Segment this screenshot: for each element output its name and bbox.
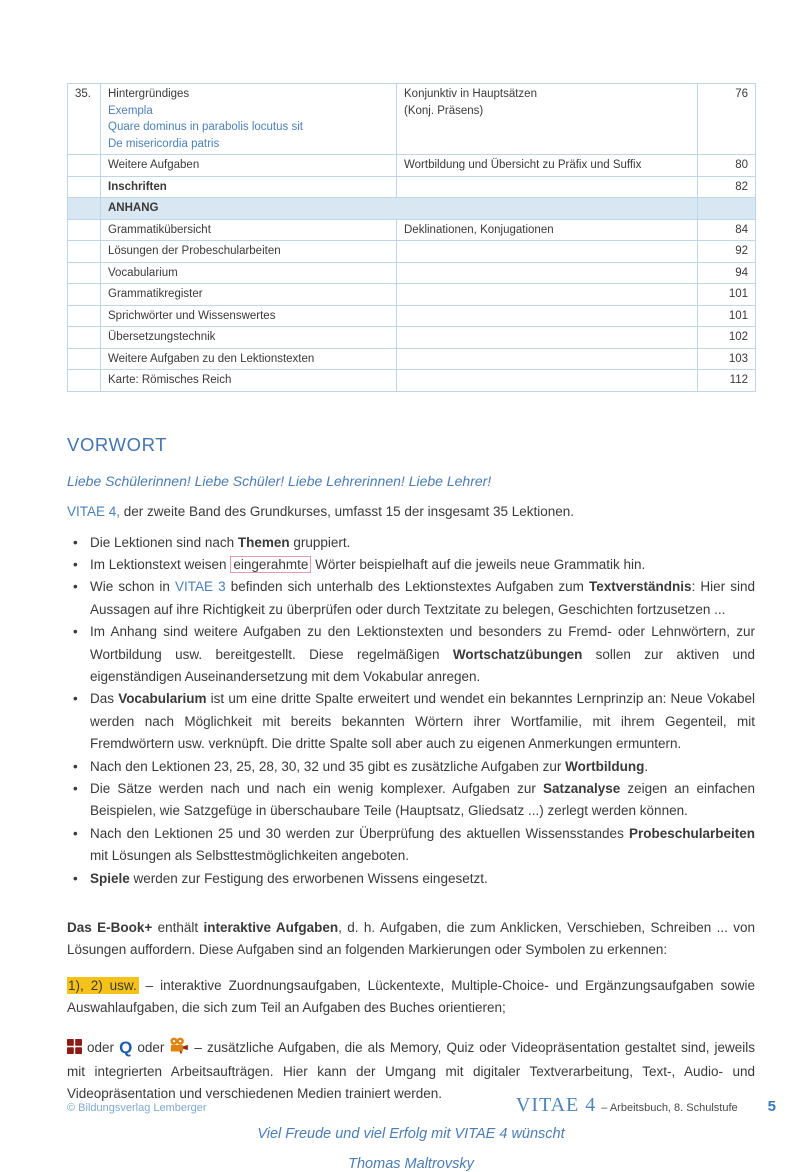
text: befinden sich unterhalb des Lektionstextes Aufgaben zum (225, 579, 590, 595)
text: oder (82, 1039, 120, 1055)
list-item (67, 756, 755, 778)
toc-cell-page: 103 (698, 348, 756, 370)
text: werden zur Festigung des erworbenen Wissens eingesetzt. (129, 870, 488, 886)
framed-word: eingerahmte (230, 556, 311, 573)
memory-grid-icon (67, 1039, 82, 1061)
toc-cell-number (68, 155, 101, 177)
intro-paragraph (67, 504, 755, 519)
book-brand: VITAE 4 (515, 1094, 597, 1116)
greeting-line: Liebe Schülerinnen! Liebe Schüler! Liebe Lehrerinnen! Liebe Lehrer! (67, 472, 492, 489)
brand-reference: VITAE 3 (175, 579, 226, 595)
text: mit Lösungen als Selbsttestmöglichkeiten angeboten. (90, 848, 409, 864)
text: Nach den Lektionen 25 und 30 werden zur Überprüfung des aktuellen Wissensstandes (90, 825, 629, 841)
text: . (644, 758, 649, 774)
toc-cell-page (698, 198, 756, 220)
toc-row (68, 348, 756, 370)
footer-right (516, 1094, 776, 1117)
list-item (67, 621, 755, 688)
toc-cell-page: 76 (698, 84, 756, 155)
toc-cell-title: Weitere Aufgaben (101, 155, 397, 177)
toc-cell-page: 102 (698, 327, 756, 349)
toc-cell-grammar (397, 176, 698, 198)
toc-row (68, 370, 756, 392)
toc-cell-grammar (397, 262, 698, 284)
toc-row-anhang-header (68, 198, 756, 220)
anhang-heading: ANHANG (101, 198, 698, 220)
toc-cell-title: Grammatikübersicht (101, 219, 397, 241)
toc-cell-grammar (397, 348, 698, 370)
lesson-title: Hintergründiges (108, 88, 190, 100)
toc-cell-number (68, 327, 101, 349)
toc-row (68, 155, 756, 177)
closing-wish: Viel Freude und viel Erfolg mit VITAE 4 wünscht (257, 1125, 565, 1142)
text: ist um eine dritte Spalte erweitert und wendet ein bekanntes Lernprinzip an: Neue Vokabel werden nach Möglichkeit mit bereits bekannten Wörtern ihrer Wortfamilie, mit ihrem Gegenteil, mit Fremdwörtern usw. verknüpft. Die dritte Spalte soll aber auch zu eigenen Anmerkungen ermuntern. (90, 691, 755, 752)
toc-row-lesson-35 (68, 84, 756, 155)
keyword: Wortschatzübungen (452, 646, 583, 662)
keyword: Wortbildung (565, 758, 645, 774)
toc-cell-grammar (397, 241, 698, 263)
brand-reference: VITAE 4, (67, 503, 121, 519)
keyword: Probeschularbeiten (628, 825, 755, 841)
toc-cell-grammar (397, 305, 698, 327)
grammar-topic: (Konj. Präsens) (404, 104, 484, 117)
toc-cell-grammar (397, 84, 698, 155)
toc-cell-page: 101 (698, 284, 756, 306)
toc-cell-page: 82 (698, 176, 756, 198)
toc-row (68, 327, 756, 349)
text: Nach den Lektionen 23, 25, 28, 30, 32 und 35 gibt es zusätzliche Aufgaben zur (90, 758, 566, 774)
text: Im Anhang sind weitere Aufgaben zu den Lektionstexten und besonders zu Fremd- oder Lehnwörtern, zur Wortbildung usw. bereitgestellt. Diese regelmäßigen (90, 624, 755, 662)
text: – zusätzliche Aufgaben, die als Memory, Quiz oder Videopräsentation gestaltet sind, jeweils mit integrierten Arbeitsaufträgen. Hier kann der Umgang mit digitaler Textverarbeitung, Text-, Audio- und Videopräsentation und verschiedenen Medien trainiert werden. (67, 1039, 755, 1102)
text: – interaktive Zuordnungsaufgaben, Lückentexte, Multiple-Choice- und Ergänzungsaufgaben sowie Auswahlaufgaben, die sich zum Teil an Aufgaben des Buches orientieren; (67, 977, 756, 1016)
toc-cell-title: Vocabularium (101, 262, 397, 284)
toc-cell-number: 35. (68, 84, 101, 155)
toc-row (68, 305, 756, 327)
toc-row (68, 284, 756, 306)
author-name: Thomas Maltrovsky (348, 1155, 474, 1172)
text: Das (90, 691, 119, 707)
feature-list (67, 532, 755, 891)
list-item (67, 778, 755, 823)
text: Die Lektionen sind nach (90, 534, 238, 550)
lesson-text-title: De misericordia patris (108, 137, 220, 150)
toc-cell-grammar: Deklinationen, Konjugationen (397, 219, 698, 241)
toc-cell-title: Grammatikregister (101, 284, 397, 306)
toc-cell-grammar (397, 370, 698, 392)
copyright-text: © Bildungsverlag Lemberger (67, 1102, 207, 1114)
list-item (67, 688, 755, 755)
toc-cell-grammar (397, 327, 698, 349)
keyword: Spiele (90, 870, 130, 886)
toc-cell-number (68, 176, 101, 198)
toc-cell-number (68, 284, 101, 306)
toc-cell-title: Sprichwörter und Wissenswertes (101, 305, 397, 327)
marker-paragraph (67, 975, 755, 1020)
toc-cell-page: 84 (698, 219, 756, 241)
toc-cell-number (68, 348, 101, 370)
text: Wie schon in (90, 579, 176, 595)
keyword: Textverständnis (589, 579, 692, 595)
toc-cell-number (68, 370, 101, 392)
toc-table (67, 83, 756, 392)
page-footer (67, 1094, 776, 1117)
keyword: Das E-Book+ (67, 920, 153, 935)
toc-cell-grammar (397, 284, 698, 306)
section-title-vorwort: VORWORT (67, 433, 168, 455)
keyword: Vocabularium (118, 691, 207, 707)
toc-cell-number (68, 305, 101, 327)
toc-cell-title (101, 84, 397, 155)
text: Die Sätze werden nach und nach ein wenig komplexer. Aufgaben zur (90, 780, 543, 796)
text: Im Lektionstext weisen (90, 556, 231, 572)
text: sollen zur aktiven und eigenständigen Auseinandersetzung mit dem Vokabular anregen. (90, 646, 755, 684)
toc-cell-page: 101 (698, 305, 756, 327)
toc-cell-page: 80 (698, 155, 756, 177)
toc-cell-title: Übersetzungstechnik (101, 327, 397, 349)
highlighted-marker: 1), 2) usw. (68, 977, 137, 993)
toc-row (68, 241, 756, 263)
toc-row (68, 219, 756, 241)
page-number: 5 (767, 1098, 776, 1115)
text: oder (132, 1039, 170, 1055)
toc-cell-title: Karte: Römisches Reich (101, 370, 397, 392)
toc-cell-page: 94 (698, 262, 756, 284)
toc-row (68, 262, 756, 284)
video-camera-icon (169, 1037, 189, 1061)
toc-row (68, 176, 756, 198)
text: enthält (152, 920, 204, 935)
text: : Hier sind Aussagen auf ihre Richtigkeit zu überprüfen oder durch Textzitate zu belegen, Geschichten fortzusetzen ... (90, 579, 755, 617)
text: , d. h. Aufgaben, die zum Anklicken, Verschieben, Schreiben ... von Lösungen auffordern. Diese Aufgaben sind an folgenden Markierungen oder Symbolen zu erkennen: (67, 920, 756, 958)
toc-cell-number (68, 219, 101, 241)
text: Wörter beispielhaft auf die jeweils neue Grammatik hin. (311, 556, 646, 572)
toc-cell-page: 112 (698, 370, 756, 392)
closing-block (67, 1126, 755, 1172)
ebook-paragraph (67, 917, 755, 962)
book-subtitle: – Arbeitsbuch, 8. Schulstufe (601, 1102, 738, 1114)
toc-cell-number (68, 241, 101, 263)
text: zeigen an einfachen Beispielen, wie Satzgefüge in überschaubare Teile (Hauptsatz, Gliedsatz ...) zerlegt werden können. (90, 780, 755, 819)
toc-cell-page: 92 (698, 241, 756, 263)
toc-cell-number (68, 262, 101, 284)
keyword: Satzanalyse (542, 780, 621, 796)
text: gruppiert. (289, 534, 351, 550)
toc-cell-title: Inschriften (101, 176, 397, 198)
keyword: interaktive Aufgaben (203, 920, 339, 935)
list-item (67, 868, 755, 890)
lesson-text-title: Exempla (108, 104, 153, 117)
list-item (67, 823, 755, 868)
list-item (67, 554, 755, 576)
grammar-topic: Konjunktiv in Hauptsätzen (404, 88, 537, 100)
quiz-q-icon: Q (119, 1037, 133, 1057)
lesson-text-title: Quare dominus in parabolis locutus sit (108, 121, 303, 133)
list-item (67, 576, 755, 621)
toc-cell-grammar: Wortbildung und Übersicht zu Präfix und Suffix (397, 155, 698, 177)
keyword: Themen (237, 534, 290, 550)
toc-cell-number (68, 198, 101, 220)
list-item (67, 532, 755, 554)
toc-cell-title: Lösungen der Probeschularbeiten (101, 241, 397, 263)
intro-text: der zweite Band des Grundkurses, umfasst 15 der insgesamt 35 Lektionen. (120, 503, 575, 519)
toc-cell-title: Weitere Aufgaben zu den Lektionstexten (101, 348, 397, 370)
